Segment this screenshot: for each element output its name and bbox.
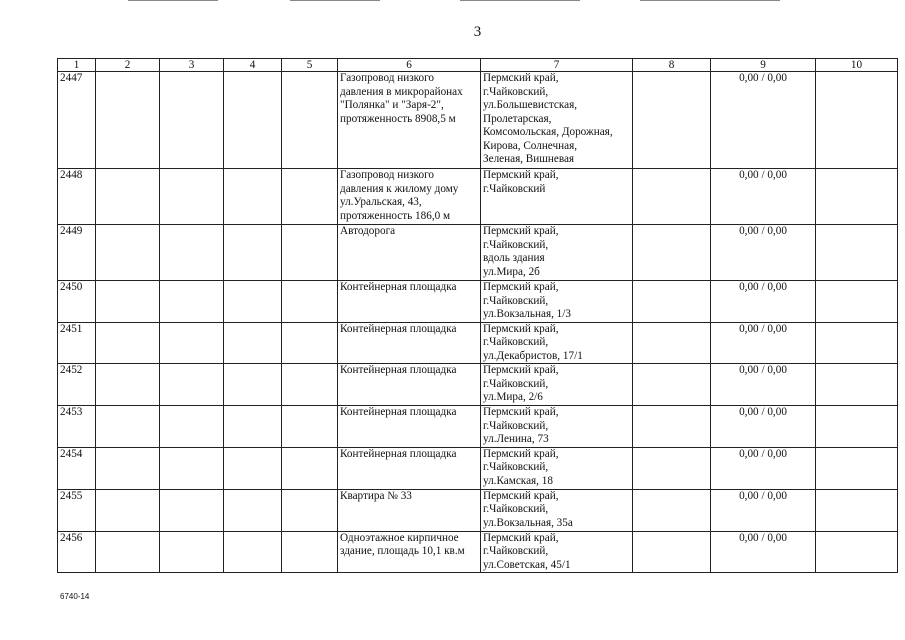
empty-cell: [816, 225, 898, 281]
empty-cell: [282, 169, 338, 225]
table-row: [58, 281, 898, 323]
table-row: [58, 169, 898, 225]
empty-cell: [160, 281, 224, 323]
row-number: 2448: [58, 169, 96, 225]
table-row: [58, 447, 898, 489]
scan-edge-line: [460, 0, 580, 1]
empty-cell: [224, 322, 282, 364]
empty-cell: [224, 281, 282, 323]
footer-code: 6740-14: [60, 592, 90, 601]
object-address: Пермский край, г.Чайковский, ул.Вокзальная, 35а: [481, 489, 633, 531]
row-number: 2447: [58, 72, 96, 169]
object-address: Пермский край, г.Чайковский, ул.Камская, 18: [481, 447, 633, 489]
object-name: Газопровод низкого давления к жилому дому ул.Уральская, 43, протяженность 186,0 м: [338, 169, 481, 225]
object-address: Пермский край, г.Чайковский, ул.Ленина, 73: [481, 406, 633, 448]
empty-cell: [282, 447, 338, 489]
empty-cell: [160, 531, 224, 573]
empty-cell: [96, 489, 160, 531]
empty-cell: [633, 281, 711, 323]
empty-cell: [96, 225, 160, 281]
empty-cell: [633, 169, 711, 225]
object-value: 0,00 / 0,00: [711, 225, 816, 281]
scan-edge-line: [128, 0, 218, 1]
table-row: [58, 364, 898, 406]
empty-cell: [282, 225, 338, 281]
object-name: Газопровод низкого давления в микрорайонах "Полянка" и "Заря-2", протяженность 8908,5 м: [338, 72, 481, 169]
object-address: Пермский край, г.Чайковский: [481, 169, 633, 225]
empty-cell: [160, 364, 224, 406]
object-value: 0,00 / 0,00: [711, 364, 816, 406]
object-name: Автодорога: [338, 225, 481, 281]
object-address: Пермский край, г.Чайковский, ул.Мира, 2/6: [481, 364, 633, 406]
object-value: 0,00 / 0,00: [711, 169, 816, 225]
column-header-1: 1: [58, 59, 96, 72]
empty-cell: [633, 72, 711, 169]
empty-cell: [224, 489, 282, 531]
column-header-4: 4: [224, 59, 282, 72]
empty-cell: [160, 406, 224, 448]
empty-cell: [160, 72, 224, 169]
empty-cell: [282, 322, 338, 364]
empty-cell: [224, 531, 282, 573]
empty-cell: [96, 322, 160, 364]
row-number: 2452: [58, 364, 96, 406]
object-value: 0,00 / 0,00: [711, 281, 816, 323]
empty-cell: [224, 72, 282, 169]
object-value: 0,00 / 0,00: [711, 322, 816, 364]
column-header-2: 2: [96, 59, 160, 72]
empty-cell: [160, 169, 224, 225]
empty-cell: [816, 72, 898, 169]
empty-cell: [224, 364, 282, 406]
empty-cell: [96, 169, 160, 225]
empty-cell: [633, 225, 711, 281]
empty-cell: [224, 225, 282, 281]
empty-cell: [160, 225, 224, 281]
object-value: 0,00 / 0,00: [711, 489, 816, 531]
empty-cell: [96, 531, 160, 573]
empty-cell: [633, 489, 711, 531]
empty-cell: [96, 406, 160, 448]
empty-cell: [816, 447, 898, 489]
empty-cell: [96, 72, 160, 169]
row-number: 2454: [58, 447, 96, 489]
empty-cell: [816, 322, 898, 364]
page-number: 3: [473, 24, 482, 40]
empty-cell: [633, 447, 711, 489]
object-name: Контейнерная площадка: [338, 447, 481, 489]
empty-cell: [282, 281, 338, 323]
empty-cell: [160, 322, 224, 364]
empty-cell: [816, 531, 898, 573]
empty-cell: [633, 406, 711, 448]
object-address: Пермский край, г.Чайковский, ул.Декабристов, 17/1: [481, 322, 633, 364]
table-row: [58, 225, 898, 281]
empty-cell: [816, 489, 898, 531]
empty-cell: [282, 489, 338, 531]
object-value: 0,00 / 0,00: [711, 406, 816, 448]
column-header-7: 7: [481, 59, 633, 72]
row-number: 2449: [58, 225, 96, 281]
scan-edge-line: [290, 0, 380, 1]
column-header-3: 3: [160, 59, 224, 72]
empty-cell: [816, 281, 898, 323]
object-name: Контейнерная площадка: [338, 281, 481, 323]
table-row: [58, 322, 898, 364]
empty-cell: [282, 72, 338, 169]
empty-cell: [160, 447, 224, 489]
registry-table: [57, 58, 898, 573]
empty-cell: [96, 281, 160, 323]
object-name: Одноэтажное кирпичное здание, площадь 10,1 кв.м: [338, 531, 481, 573]
empty-cell: [96, 364, 160, 406]
column-header-9: 9: [711, 59, 816, 72]
empty-cell: [816, 406, 898, 448]
object-value: 0,00 / 0,00: [711, 72, 816, 169]
row-number: 2450: [58, 281, 96, 323]
table-header-row: [58, 59, 898, 72]
empty-cell: [816, 364, 898, 406]
column-header-6: 6: [338, 59, 481, 72]
table-row: [58, 72, 898, 169]
object-value: 0,00 / 0,00: [711, 531, 816, 573]
empty-cell: [816, 169, 898, 225]
empty-cell: [282, 531, 338, 573]
scan-edge-line: [640, 0, 780, 1]
table-row: [58, 531, 898, 573]
object-name: Контейнерная площадка: [338, 322, 481, 364]
object-address: Пермский край, г.Чайковский, ул.Советская, 45/1: [481, 531, 633, 573]
object-address: Пермский край, г.Чайковский, ул.Вокзальная, 1/3: [481, 281, 633, 323]
object-address: Пермский край, г.Чайковский, вдоль здания ул.Мира, 2б: [481, 225, 633, 281]
column-header-5: 5: [282, 59, 338, 72]
empty-cell: [224, 406, 282, 448]
row-number: 2451: [58, 322, 96, 364]
empty-cell: [633, 364, 711, 406]
row-number: 2455: [58, 489, 96, 531]
empty-cell: [282, 364, 338, 406]
empty-cell: [96, 447, 160, 489]
column-header-10: 10: [816, 59, 898, 72]
object-name: Квартира № 33: [338, 489, 481, 531]
empty-cell: [633, 322, 711, 364]
empty-cell: [633, 531, 711, 573]
empty-cell: [160, 489, 224, 531]
row-number: 2456: [58, 531, 96, 573]
empty-cell: [224, 169, 282, 225]
column-header-8: 8: [633, 59, 711, 72]
object-value: 0,00 / 0,00: [711, 447, 816, 489]
object-name: Контейнерная площадка: [338, 406, 481, 448]
object-name: Контейнерная площадка: [338, 364, 481, 406]
empty-cell: [282, 406, 338, 448]
table-row: [58, 489, 898, 531]
row-number: 2453: [58, 406, 96, 448]
object-address: Пермский край, г.Чайковский, ул.Большевистская, Пролетарская, Комсомольская, Дорожная, Кирова, Солнечная, Зеленая, Вишневая: [481, 72, 633, 169]
table-row: [58, 406, 898, 448]
empty-cell: [224, 447, 282, 489]
